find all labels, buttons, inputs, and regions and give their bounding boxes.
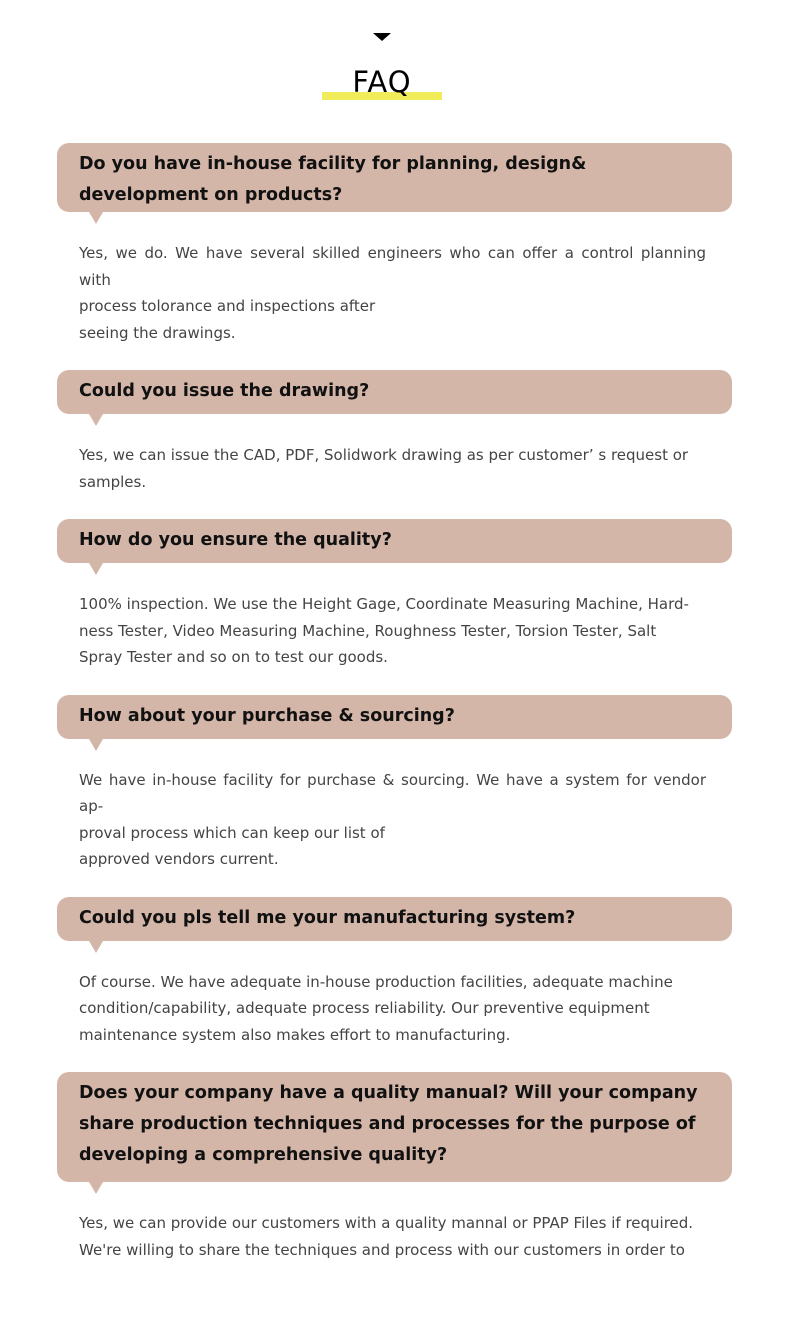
answer-line: samples.: [79, 472, 147, 491]
faq-answer: [57, 563, 732, 671]
faq-question: How about your purchase & sourcing?: [57, 695, 732, 739]
faq-list: [57, 143, 732, 1263]
faq-item: [57, 143, 732, 346]
answer-line: We have in-house facility for purchase & sourcing. We have a system for vendor ap-: [79, 770, 706, 815]
faq-question: Does your company have a quality manual? Will your company share production techniques and processes for the purpose of developing a comprehensive quality?: [57, 1072, 732, 1182]
faq-answer: [57, 941, 732, 1049]
faq-heading: [0, 64, 790, 104]
answer-line: We're willing to share the techniques and process with our customers in order to: [79, 1240, 685, 1259]
answer-line: seeing the drawings.: [79, 323, 236, 342]
answer-line: Spray Tester and so on to test our goods.: [79, 648, 388, 666]
faq-answer: [57, 1182, 732, 1263]
answer-line: Yes, we do. We have several skilled engineers who can offer a control planning with: [79, 244, 706, 289]
answer-line: process tolorance and inspections after: [79, 297, 376, 315]
faq-item: [57, 370, 732, 495]
faq-question: How do you ensure the quality?: [57, 519, 732, 563]
faq-question: Could you issue the drawing?: [57, 370, 732, 414]
answer-line: Yes, we can provide our customers with a quality mannal or PPAP Files if required.: [79, 1214, 694, 1232]
answer-line: 100% inspection. We use the Height Gage, Coordinate Measuring Machine, Hard-: [79, 595, 689, 613]
faq-question: Could you pls tell me your manufacturing system?: [57, 897, 732, 941]
answer-line: ness Tester, Video Measuring Machine, Roughness Tester, Torsion Tester, Salt: [79, 621, 657, 640]
faq-answer: [57, 212, 732, 346]
faq-item: [57, 519, 732, 671]
caret-down-icon: [373, 33, 391, 41]
faq-answer: [57, 414, 732, 495]
answer-line: Of course. We have adequate in-house production facilities, adequate machine: [79, 972, 673, 991]
faq-answer: [57, 739, 732, 873]
answer-line: approved vendors current.: [79, 850, 279, 868]
answer-line: Yes, we can issue the CAD, PDF, Solidwork drawing as per customer’ s request or: [79, 446, 689, 464]
page-title: FAQ: [352, 65, 412, 99]
answer-line: proval process which can keep our list of: [79, 823, 385, 842]
faq-question: Do you have in-house facility for planning, design& development on products?: [57, 143, 732, 212]
faq-item: [57, 1072, 732, 1263]
answer-line: condition/capability, adequate process reliability. Our preventive equipment: [79, 999, 650, 1017]
answer-line: maintenance system also makes effort to manufacturing.: [79, 1025, 511, 1044]
faq-item: [57, 695, 732, 873]
faq-item: [57, 897, 732, 1049]
